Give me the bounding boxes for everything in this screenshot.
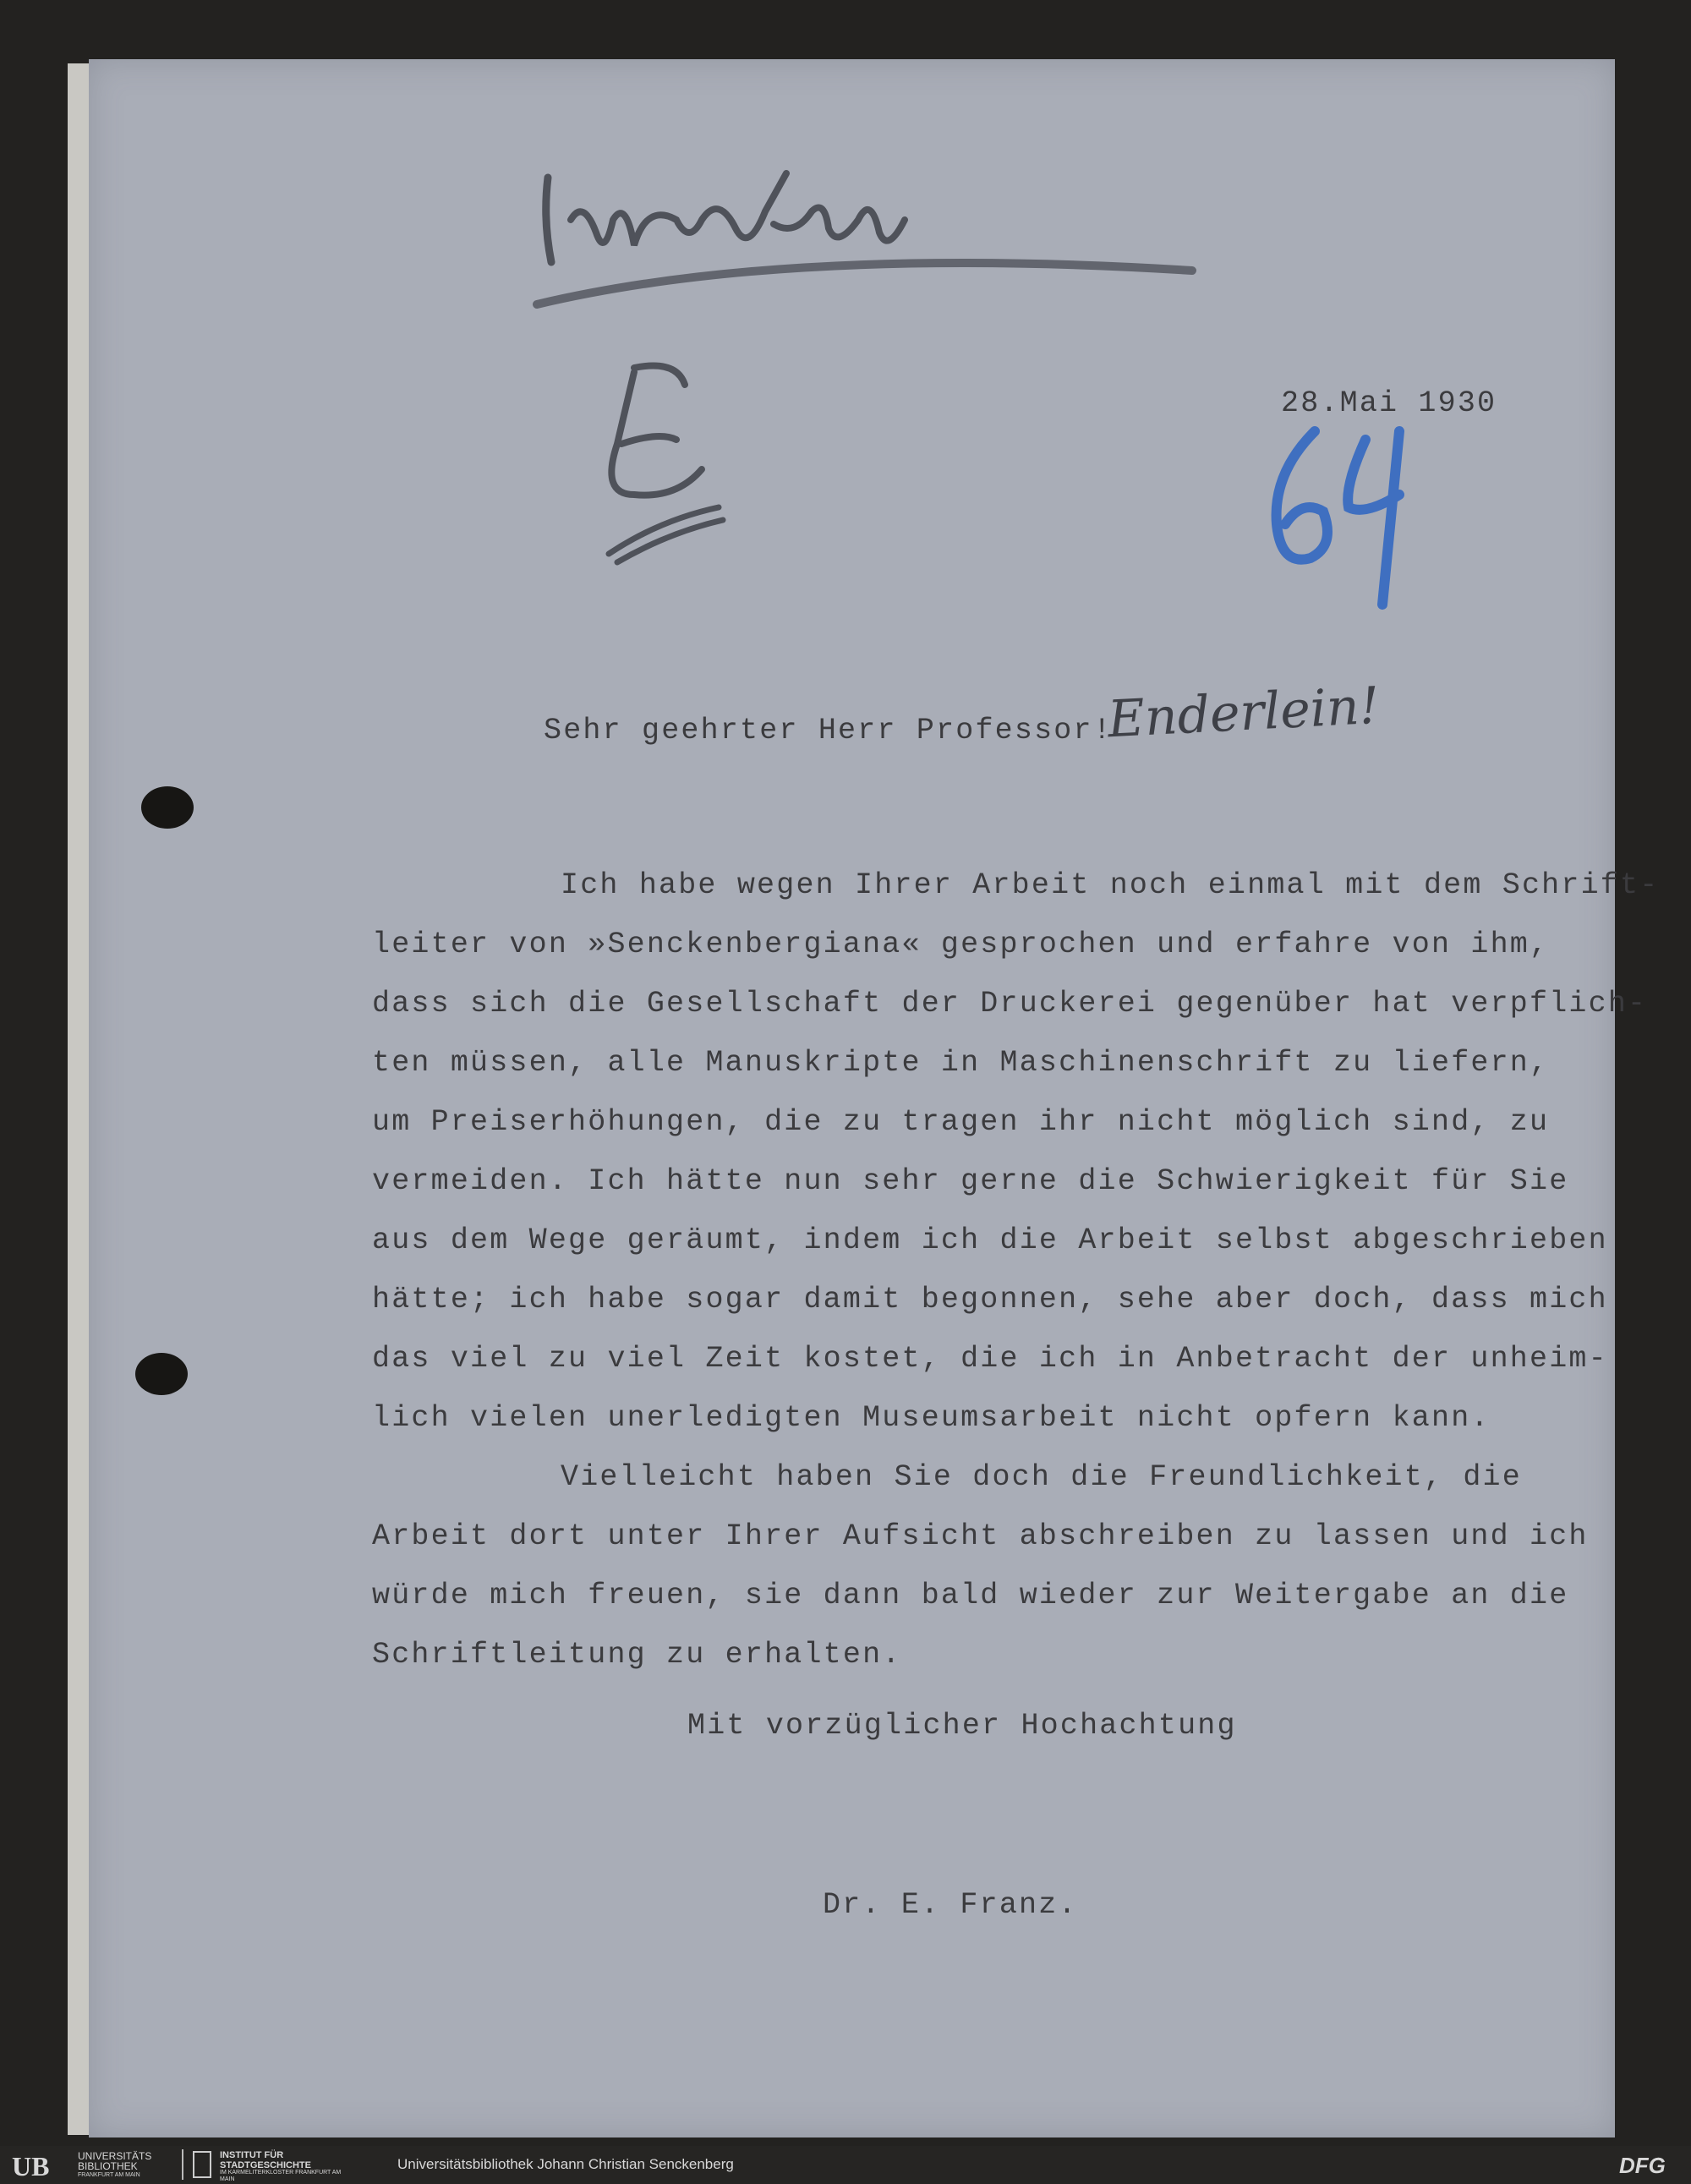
divider [182, 2149, 183, 2180]
body-line: leiter von »Senckenbergiana« gesprochen und erfahre von ihm, [372, 928, 1550, 961]
archive-footer [0, 2146, 1691, 2184]
body-line: würde mich freuen, sie dann bald wieder zur Weitergabe an die [372, 1579, 1569, 1612]
institute-sub: IM KARMELITERKLOSTER FRANKFURT AM MAIN [220, 2170, 342, 2182]
body-line: vermeiden. Ich hätte nun sehr gerne die Schwierigkeit für Sie [372, 1164, 1569, 1198]
dfg-logo: DFG [1619, 2153, 1666, 2178]
institute-label: INSTITUT FÜR STADTGESCHICHTE [220, 2150, 311, 2170]
signature: Dr. E. Franz. [823, 1888, 1078, 1922]
body-line: hätte; ich habe sogar damit begonnen, sehe aber doch, dass mich [372, 1283, 1608, 1316]
pencil-annotation-e [583, 351, 736, 571]
body-line: Vielleicht haben Sie doch die Freundlichkeit, die [561, 1460, 1522, 1494]
pencil-annotation-insekten [533, 118, 1209, 338]
credit-line: Universitätsbibliothek Johann Christian Senckenberg [397, 2156, 734, 2172]
body-line: dass sich die Gesellschaft der Druckerei gegenüber hat verpflich- [372, 987, 1648, 1021]
salutation: Sehr geehrter Herr Professor! [544, 714, 1113, 747]
closing: Mit vorzüglicher Hochachtung [687, 1709, 1237, 1743]
institute-emblem-icon [193, 2151, 211, 2178]
body-line: Ich habe wegen Ihrer Arbeit noch einmal mit dem Schrift- [561, 868, 1660, 902]
folio-number-64 [1256, 414, 1425, 617]
punch-hole-bottom [135, 1353, 188, 1395]
body-line: das viel zu viel Zeit kostet, die ich in Anbetracht der unheim- [372, 1342, 1608, 1376]
ub-logo: UB [12, 2151, 50, 2181]
body-line: Arbeit dort unter Ihrer Aufsicht abschreiben zu lassen und ich [372, 1519, 1589, 1553]
library-label: UNIVERSITÄTS BIBLIOTHEK [78, 2150, 152, 2172]
handwritten-recipient: Enderlein! [1106, 676, 1382, 750]
body-line: aus dem Wege geräumt, indem ich die Arbeit selbst abgeschrieben [372, 1223, 1608, 1257]
body-line: ten müssen, alle Manuskripte in Maschinenschrift zu liefern, [372, 1046, 1550, 1080]
punch-hole-top [141, 786, 194, 829]
letter-page [89, 59, 1615, 2137]
library-sub: FRANKFURT AM MAIN [78, 2172, 140, 2178]
body-line: um Preiserhöhungen, die zu tragen ihr nicht möglich sind, zu [372, 1105, 1550, 1139]
body-line: Schriftleitung zu erhalten. [372, 1638, 902, 1672]
letter-date: 28.Mai 1930 [1281, 386, 1497, 420]
body-line: lich vielen unerledigten Museumsarbeit nicht opfern kann. [372, 1401, 1491, 1435]
